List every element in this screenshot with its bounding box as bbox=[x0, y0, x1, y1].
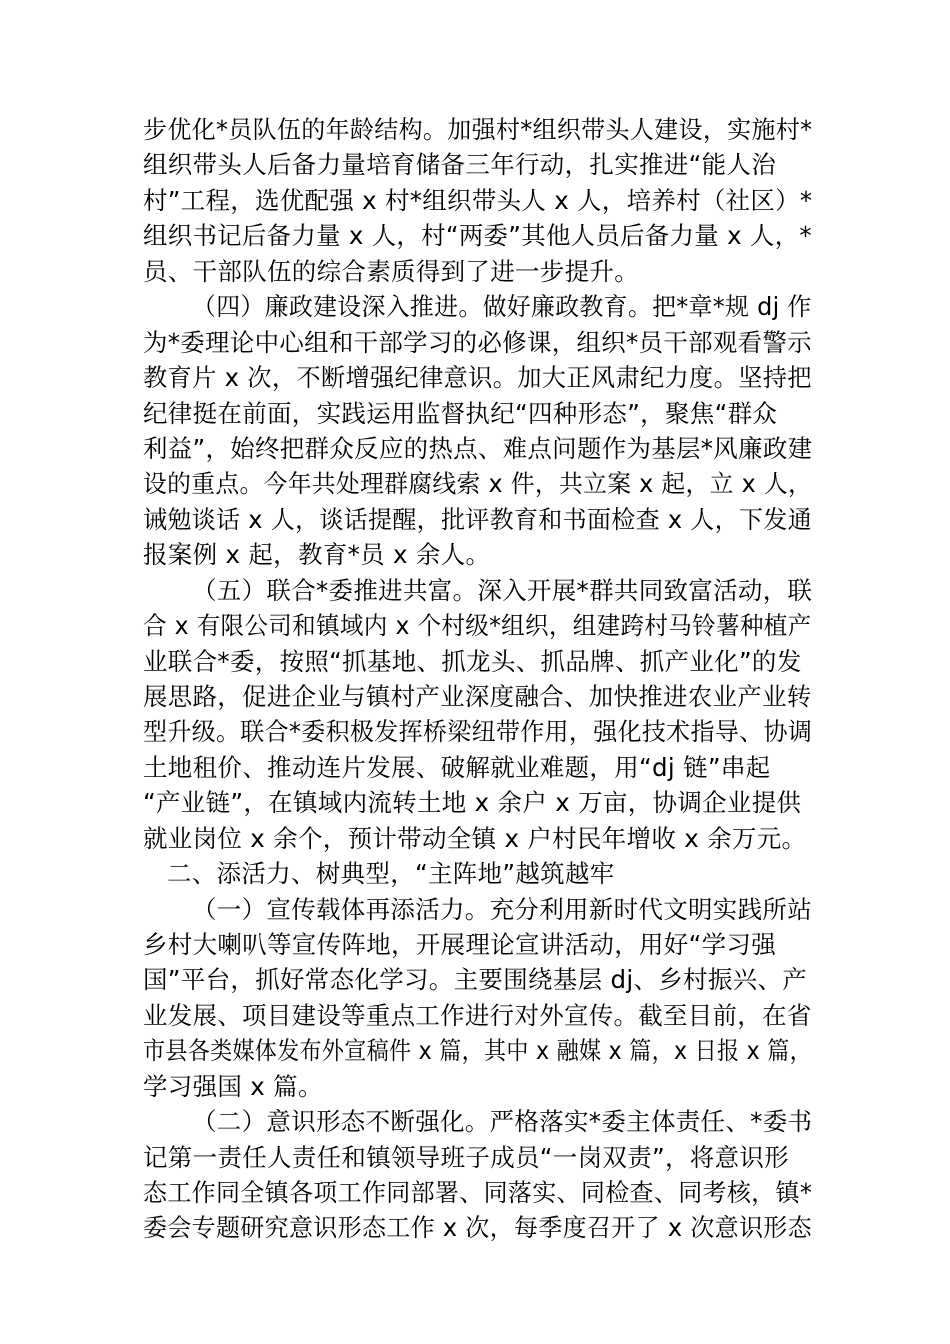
text-line: 业联合*委，按照“抓基地、抓龙头、抓品牌、抓产业化”的发 bbox=[143, 647, 802, 676]
text-line: 就业岗位 x 余个，预计带动全镇 x 户村民年增收 x 余万元。 bbox=[143, 824, 807, 853]
text-line: 诫勉谈话 x 人，谈话提醒，批评教育和书面检查 x 人，下发通 bbox=[143, 505, 812, 534]
text-line: 市县各类媒体发布外宣稿件 x 篇，其中 x 融媒 x 篇，x 日报 x 篇， bbox=[143, 1036, 812, 1065]
text-line: 教育片 x 次，不断增强纪律意识。加大正风肃纪力度。坚持把 bbox=[143, 363, 812, 392]
text-line: 学习强国 x 篇。 bbox=[143, 1072, 323, 1101]
text-line: 型升级。联合*委积极发挥桥梁纽带作用，强化技术指导、协调 bbox=[143, 717, 813, 746]
section-heading-4: （四）廉政建设深入推进。做好廉政教育。把*章*规 dj 作 bbox=[192, 292, 812, 321]
text-line: 为*委理论中心组和干部学习的必修课，组织*员干部观看警示 bbox=[143, 328, 812, 357]
text-line: 业发展、项目建设等重点工作进行对外宣传。截至目前，在省 bbox=[143, 1001, 812, 1030]
text-line: 组织书记后备力量 x 人，村“两委”其他人员后备力量 x 人，* bbox=[143, 221, 812, 250]
text-line: 报案例 x 起，教育*员 x 余人。 bbox=[143, 540, 491, 569]
section-heading-5: （五）联合*委推进共富。深入开展*群共同致富活动，联 bbox=[192, 576, 813, 605]
text-line: “产业链”，在镇域内流转土地 x 余户 x 万亩，协调企业提供 bbox=[143, 788, 802, 817]
text-line: 土地租价、推动连片发展、破解就业难题，用“dj 链”串起 bbox=[143, 753, 771, 782]
text-line: 记第一责任人责任和镇领导班子成员“一岗双责”，将意识形 bbox=[143, 1143, 789, 1172]
text-line: 步优化*员队伍的年龄结构。加强村*组织带头人建设，实施村* bbox=[143, 115, 813, 144]
text-line: 态工作同全镇各项工作同部署、同落实、同检查、同考核，镇* bbox=[143, 1178, 813, 1207]
text-line: 乡村大喇叭等宣传阵地，开展理论宣讲活动，用好“学习强 bbox=[143, 930, 776, 959]
text-line: 合 x 有限公司和镇域内 x 个村级*组织，组建跨村马铃薯种植产 bbox=[143, 611, 812, 640]
text-line: 展思路，促进企业与镇村产业深度融合、加快推进农业产业转 bbox=[143, 682, 812, 711]
text-line: 利益”，始终把群众反应的热点、难点问题作为基层*风廉政建 bbox=[143, 434, 813, 463]
chapter-heading-2: 二、添活力、树典型，“主阵地”越筑越牢 bbox=[167, 859, 615, 888]
text-line: 国”平台，抓好常态化学习。主要围绕基层 dj、乡村振兴、产 bbox=[143, 965, 808, 994]
text-line: 设的重点。今年共处理群腐线索 x 件，共立案 x 起，立 x 人， bbox=[143, 469, 813, 498]
text-line: 员、干部队伍的综合素质得到了进一步提升。 bbox=[143, 257, 639, 286]
text-line: 纪律挺在前面，实践运用监督执纪“四种形态”，聚焦“群众 bbox=[143, 399, 778, 428]
text-line: 村”工程，选优配强 x 村*组织带头人 x 人，培养村（社区）* bbox=[143, 186, 813, 215]
section-heading-2: （二）意识形态不断强化。严格落实*委主体责任、*委书 bbox=[192, 1107, 813, 1136]
text-line: 组织带头人后备力量培育储备三年行动，扎实推进“能人治 bbox=[143, 150, 776, 179]
section-heading-1: （一）宣传载体再添活力。充分利用新时代文明实践所站 bbox=[192, 895, 812, 924]
text-line: 委会专题研究意识形态工作 x 次，每季度召开了 x 次意识形态 bbox=[143, 1213, 812, 1242]
